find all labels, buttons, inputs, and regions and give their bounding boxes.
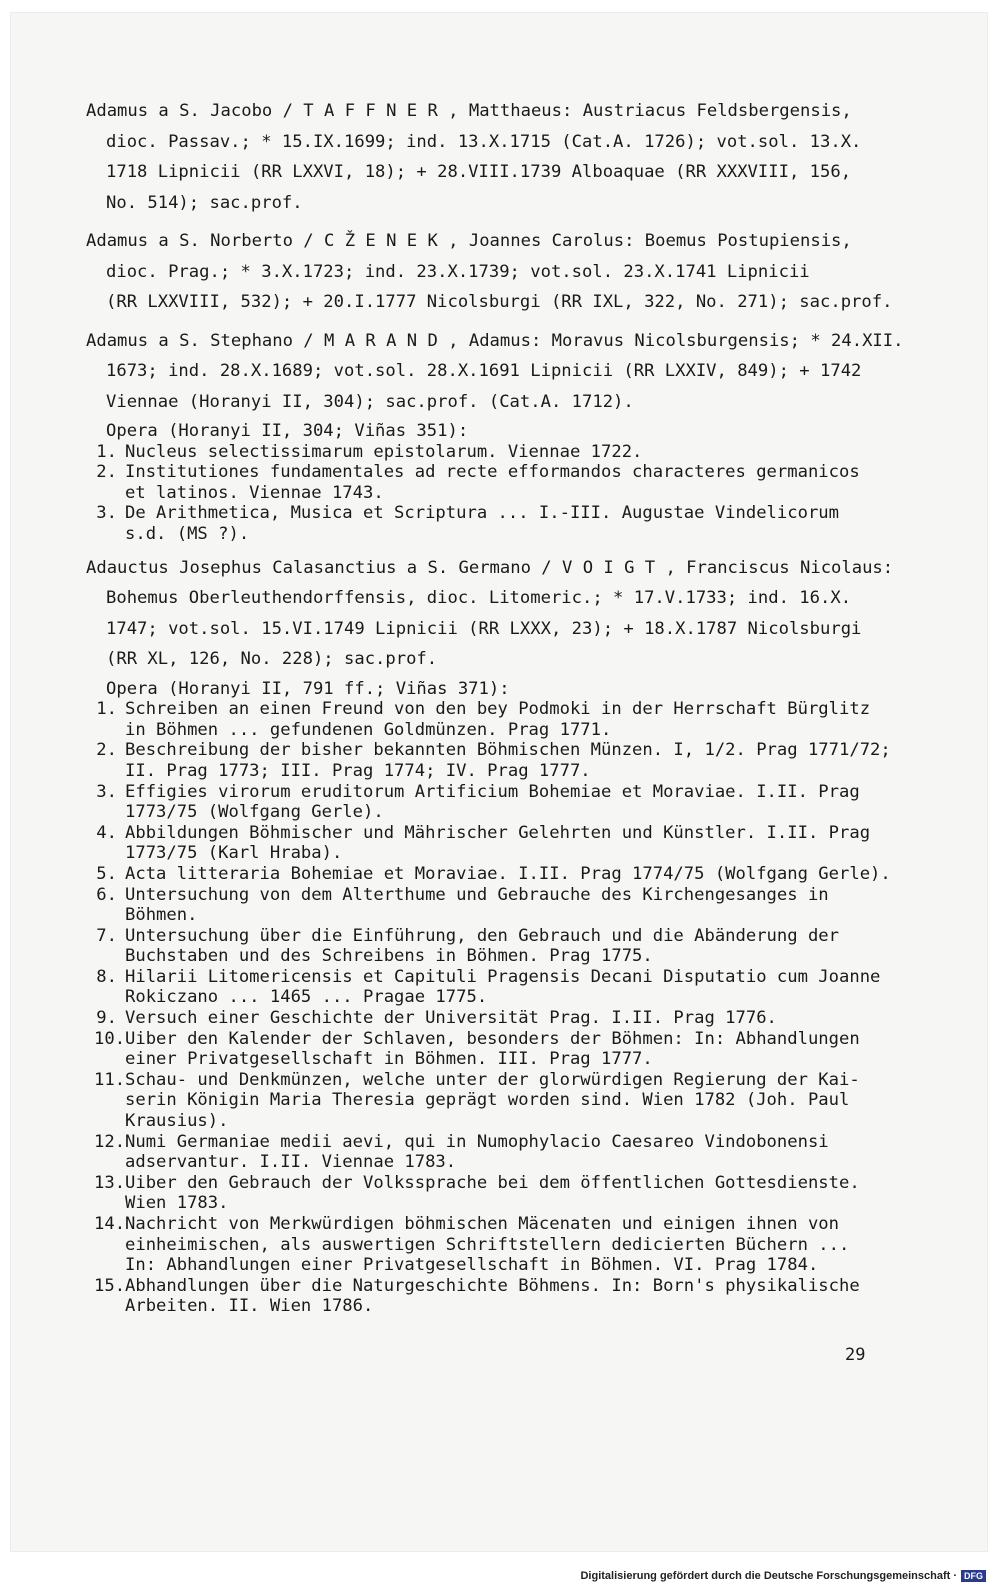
entry-heading-line: Adamus a S. Stephano / M A R A N D , Adamus: Moravus Nicolsburgensis; * 24.XII. bbox=[86, 330, 904, 351]
opera-item-line: Abbildungen Böhmischer und Mährischer Gelehrten und Künstler. I.II. Prag bbox=[125, 822, 871, 843]
opera-item bbox=[96, 863, 916, 885]
opera-list bbox=[86, 421, 916, 545]
opera-item-line: II. Prag 1773; III. Prag 1774; IV. Prag 1777. bbox=[125, 760, 591, 781]
opera-item-text bbox=[125, 1276, 860, 1317]
entry-text-line: dioc. Prag.; * 3.X.1723; ind. 23.X.1739; vot.sol. 23.X.1741 Lipnicii bbox=[106, 261, 810, 282]
entry-text-line: 1673; ind. 28.X.1689; vot.sol. 28.X.1691 Lipnicii (RR LXXIV, 849); + 1742 bbox=[106, 361, 862, 381]
entry-heading-line: Adamus a S. Jacobo / T A F F N E R , Matthaeus: Austriacus Feldsbergensis, bbox=[86, 101, 852, 121]
biography-entry bbox=[86, 96, 916, 218]
opera-item-line: et latinos. Viennae 1743. bbox=[125, 482, 384, 503]
opera-item-number: 5. bbox=[96, 863, 117, 884]
opera-item-number: 9. bbox=[96, 1008, 117, 1029]
entry-text-line: Viennae (Horanyi II, 304); sac.prof. (Cat.A. 1712). bbox=[106, 391, 634, 412]
opera-item-number: 8. bbox=[96, 966, 117, 987]
opera-item-line: Institutiones fundamentales ad recte efformandos characteres germanicos bbox=[125, 462, 860, 483]
opera-item bbox=[96, 699, 916, 740]
biography-entry bbox=[86, 553, 916, 1317]
opera-item-text bbox=[125, 926, 839, 967]
digitization-footer bbox=[580, 1570, 986, 1582]
entry-text-line: 1747; vot.sol. 15.VI.1749 Lipnicii (RR LXXX, 23); + 18.X.1787 Nicolsburgi bbox=[106, 618, 862, 639]
opera-item-text bbox=[125, 503, 839, 544]
opera-item-text bbox=[125, 699, 870, 740]
opera-item-line: Versuch einer Geschichte der Universität Prag. I.II. Prag 1776. bbox=[125, 1008, 777, 1029]
opera-item bbox=[96, 462, 916, 503]
opera-item-line: Krausius). bbox=[125, 1111, 229, 1132]
opera-item-text bbox=[125, 442, 642, 463]
entry-heading-line: Adauctus Josephus Calasanctius a S. Germano / V O I G T , Franciscus Nicolaus: bbox=[86, 557, 894, 578]
opera-item-line: Hilarii Litomericensis et Capituli Pragensis Decani Disputatio cum Joanne bbox=[125, 966, 881, 987]
entry-text-line: 1718 Lipnicii (RR LXXVI, 18); + 28.VIII.1739 Alboaquae (RR XXXVIII, 156, bbox=[106, 162, 852, 182]
opera-item bbox=[96, 925, 916, 967]
entry-text-line: No. 514); sac.prof. bbox=[106, 192, 303, 213]
opera-item-number: 13. bbox=[94, 1172, 126, 1193]
opera-item-line: Rokiczano ... 1465 ... Pragae 1775. bbox=[125, 987, 488, 1008]
opera-item-line: serin Königin Maria Theresia geprägt worden sind. Wien 1782 (Joh. Paul bbox=[125, 1090, 850, 1111]
opera-item-text bbox=[125, 462, 860, 503]
opera-item-text bbox=[125, 740, 891, 781]
document-body bbox=[86, 96, 916, 1325]
opera-item-text bbox=[125, 864, 891, 885]
entry-text-line: dioc. Passav.; * 15.IX.1699; ind. 13.X.1715 (Cat.A. 1726); vot.sol. 13.X. bbox=[106, 131, 862, 152]
opera-item-line: Wien 1783. bbox=[125, 1193, 229, 1214]
opera-item-line: Effigies virorum eruditorum Artificium Bohemiae et Moraviae. I.II. Prag bbox=[125, 781, 860, 802]
opera-item-number: 15. bbox=[94, 1275, 126, 1296]
entry-text-line: (RR XL, 126, No. 228); sac.prof. bbox=[106, 649, 438, 670]
opera-item bbox=[94, 1028, 916, 1070]
biography-entry bbox=[86, 326, 916, 545]
opera-item-line: Schau- und Denkmünzen, welche unter der glorwürdigen Regierung der Kai- bbox=[125, 1069, 860, 1090]
opera-item bbox=[96, 503, 916, 544]
opera-item-text bbox=[125, 1173, 860, 1214]
opera-item bbox=[94, 1214, 916, 1276]
page-number: 29 bbox=[845, 1345, 866, 1365]
opera-item-line: Untersuchung über die Einführung, den Gebrauch und die Abänderung der bbox=[125, 925, 839, 946]
opera-item-number: 4. bbox=[96, 822, 117, 843]
opera-item-line: Buchstaben und des Schreibens in Böhmen. Prag 1775. bbox=[125, 946, 653, 967]
opera-heading: Opera (Horanyi II, 304; Viñas 351): bbox=[106, 421, 469, 441]
opera-item-text bbox=[125, 1070, 860, 1132]
opera-item-line: Nachricht von Merkwürdigen böhmischen Mäcenaten und einigen ihnen von bbox=[125, 1214, 839, 1234]
footer-text: Digitalisierung gefördert durch die Deutsche Forschungsgemeinschaft · bbox=[580, 1570, 957, 1582]
dfg-logo: DFG bbox=[961, 1570, 986, 1582]
opera-item-line: Nucleus selectissimarum epistolarum. Viennae 1722. bbox=[125, 441, 643, 462]
opera-item-text bbox=[125, 1132, 829, 1173]
opera-item bbox=[96, 740, 916, 781]
opera-item bbox=[96, 822, 916, 864]
opera-item-number: 2. bbox=[96, 740, 117, 761]
opera-item-text bbox=[125, 1029, 860, 1070]
opera-item-line: 1773/75 (Wolfgang Gerle). bbox=[125, 802, 384, 823]
opera-item-number: 12. bbox=[94, 1131, 126, 1152]
opera-item-text bbox=[125, 1008, 777, 1029]
opera-item-line: adservantur. I.II. Viennae 1783. bbox=[125, 1152, 457, 1173]
opera-list bbox=[86, 679, 916, 1317]
opera-item-line: De Arithmetica, Musica et Scriptura ... I.-III. Augustae Vindelicorum bbox=[125, 503, 839, 524]
opera-item-text bbox=[125, 1214, 849, 1276]
opera-item-line: in Böhmen ... gefundenen Goldmünzen. Prag 1771. bbox=[125, 719, 612, 740]
opera-item-line: 1773/75 (Karl Hraba). bbox=[125, 843, 343, 864]
opera-item-number: 3. bbox=[96, 503, 117, 524]
opera-item-line: Schreiben an einen Freund von den bey Podmoki in der Herrschaft Bürglitz bbox=[125, 699, 871, 720]
opera-item-line: Uiber den Gebrauch der Volkssprache bei dem öffentlichen Gottesdienste. bbox=[125, 1172, 860, 1193]
opera-item-line: Uiber den Kalender der Schlaven, besonders der Böhmen: In: Abhandlungen bbox=[125, 1028, 860, 1049]
opera-item bbox=[96, 781, 916, 823]
entry-text-line: (RR LXXVIII, 532); + 20.I.1777 Nicolsburgi (RR IXL, 322, No. 271); sac.prof. bbox=[106, 292, 893, 312]
opera-item bbox=[96, 1008, 916, 1029]
entry-text-line: Bohemus Oberleuthendorffensis, dioc. Litomeric.; * 17.V.1733; ind. 16.X. bbox=[106, 588, 852, 609]
opera-item-line: Numi Germaniae medii aevi, qui in Numophylacio Caesareo Vindobonensi bbox=[125, 1131, 829, 1152]
opera-item-line: In: Abhandlungen einer Privatgesellschaft in Böhmen. VI. Prag 1784. bbox=[125, 1255, 819, 1276]
opera-item bbox=[94, 1131, 916, 1173]
opera-item-line: Acta litteraria Bohemiae et Moraviae. I.II. Prag 1774/75 (Wolfgang Gerle). bbox=[125, 863, 891, 884]
opera-item bbox=[96, 441, 916, 463]
opera-item-text bbox=[125, 782, 860, 823]
opera-item-line: s.d. (MS ?). bbox=[125, 523, 250, 544]
biography-entry bbox=[86, 226, 916, 318]
entry-heading-line: Adamus a S. Norberto / C Ž E N E K , Joannes Carolus: Boemus Postupiensis, bbox=[86, 231, 852, 251]
opera-item-number: 14. bbox=[94, 1214, 126, 1234]
opera-item-number: 1. bbox=[96, 699, 117, 720]
opera-heading: Opera (Horanyi II, 791 ff.; Viñas 371): bbox=[106, 678, 510, 699]
opera-item bbox=[94, 1172, 916, 1214]
opera-item-line: einer Privatgesellschaft in Böhmen. III. Prag 1777. bbox=[125, 1049, 653, 1070]
opera-item-number: 10. bbox=[94, 1028, 126, 1049]
opera-item-line: Arbeiten. II. Wien 1786. bbox=[125, 1296, 374, 1317]
opera-item-line: Böhmen. bbox=[125, 905, 198, 926]
opera-item-number: 3. bbox=[96, 781, 117, 802]
opera-item-line: Abhandlungen über die Naturgeschichte Böhmens. In: Born's physikalische bbox=[125, 1275, 860, 1296]
opera-item-text bbox=[125, 823, 870, 864]
opera-item-line: Untersuchung von dem Alterthume und Gebrauche des Kirchengesanges in bbox=[125, 884, 829, 905]
opera-item-number: 1. bbox=[96, 441, 117, 462]
opera-item-number: 2. bbox=[96, 462, 117, 483]
opera-item-line: einheimischen, als auswertigen Schriftstellern dedicierten Büchern ... bbox=[125, 1234, 850, 1255]
opera-item-text bbox=[125, 967, 880, 1008]
opera-item-number: 7. bbox=[96, 925, 117, 946]
opera-item bbox=[96, 966, 916, 1008]
opera-item bbox=[94, 1069, 916, 1132]
opera-item-number: 6. bbox=[96, 884, 117, 905]
opera-item-line: Beschreibung der bisher bekannten Böhmischen Münzen. I, 1/2. Prag 1771/72; bbox=[125, 740, 891, 761]
opera-item-number: 11. bbox=[94, 1069, 126, 1090]
opera-item-text bbox=[125, 885, 829, 926]
opera-item bbox=[94, 1275, 916, 1317]
opera-item bbox=[96, 884, 916, 926]
